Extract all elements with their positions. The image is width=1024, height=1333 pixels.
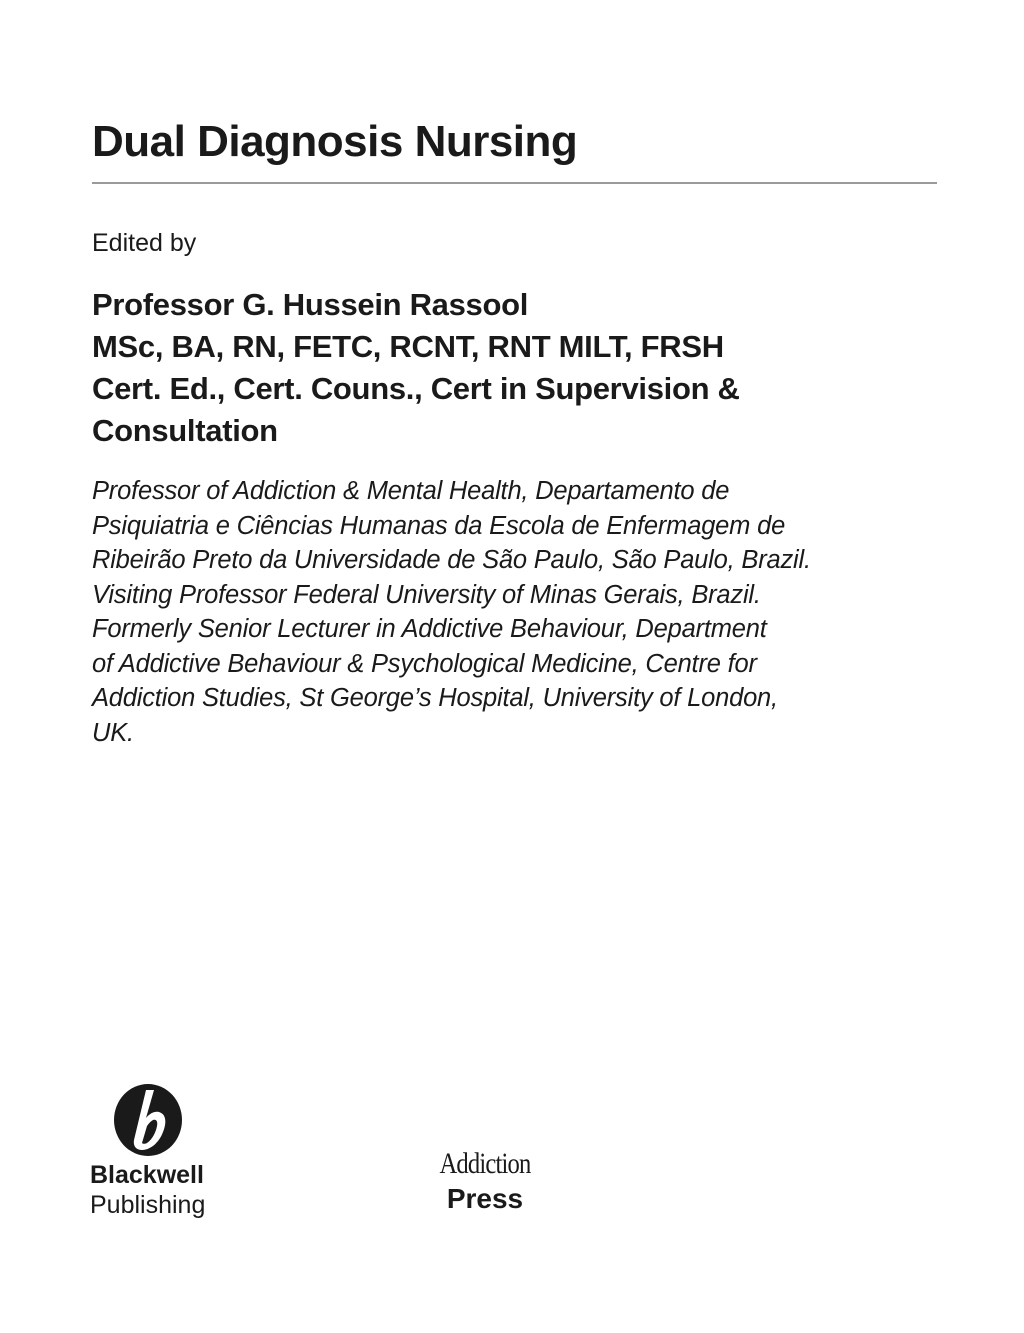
editor-certificates: Cert. Ed., Cert. Couns., Cert in Supervision & [92,371,740,406]
editor-name: Professor G. Hussein Rassool [92,287,529,322]
addiction-press-bottom: Press [446,1183,524,1214]
title-divider [92,182,937,184]
affiliation-line: Visiting Professor Federal University of Minas Gerais, Brazil. [92,580,761,609]
blackwell-name: Blackwell [90,1161,204,1189]
affiliation-line: Professor of Addiction & Mental Health, Departamento de [92,477,730,505]
addiction-press-logo [420,1146,550,1226]
blackwell-publishing-logo [90,1082,230,1222]
editor-certificates-cont: Consultation [92,413,278,448]
affiliation-line: Psiquiatria e Ciências Humanas da Escola de Enfermagem de [92,511,786,540]
editor-credentials [92,284,952,452]
affiliation-line: Formerly Senior Lecturer in Addictive Behaviour, Department [92,615,767,643]
editor-affiliation [92,474,962,750]
addiction-press-top: Addiction [439,1147,531,1180]
edited-by-label: Edited by [92,229,197,257]
book-title: Dual Diagnosis Nursing [92,117,578,166]
editor-degrees: MSc, BA, RN, FETC, RCNT, RNT MILT, FRSH [92,329,724,364]
affiliation-line: UK. [92,718,134,747]
affiliation-line: Ribeirão Preto da Universidade de São Paulo, São Paulo, Brazil. [92,546,811,574]
affiliation-line: Addiction Studies, St George’s Hospital, University of London, [92,684,778,712]
blackwell-b-logo-icon [112,1082,184,1158]
blackwell-publishing-label: Publishing [90,1191,206,1219]
affiliation-line: of Addictive Behaviour & Psychological Medicine, Centre for [92,649,757,678]
